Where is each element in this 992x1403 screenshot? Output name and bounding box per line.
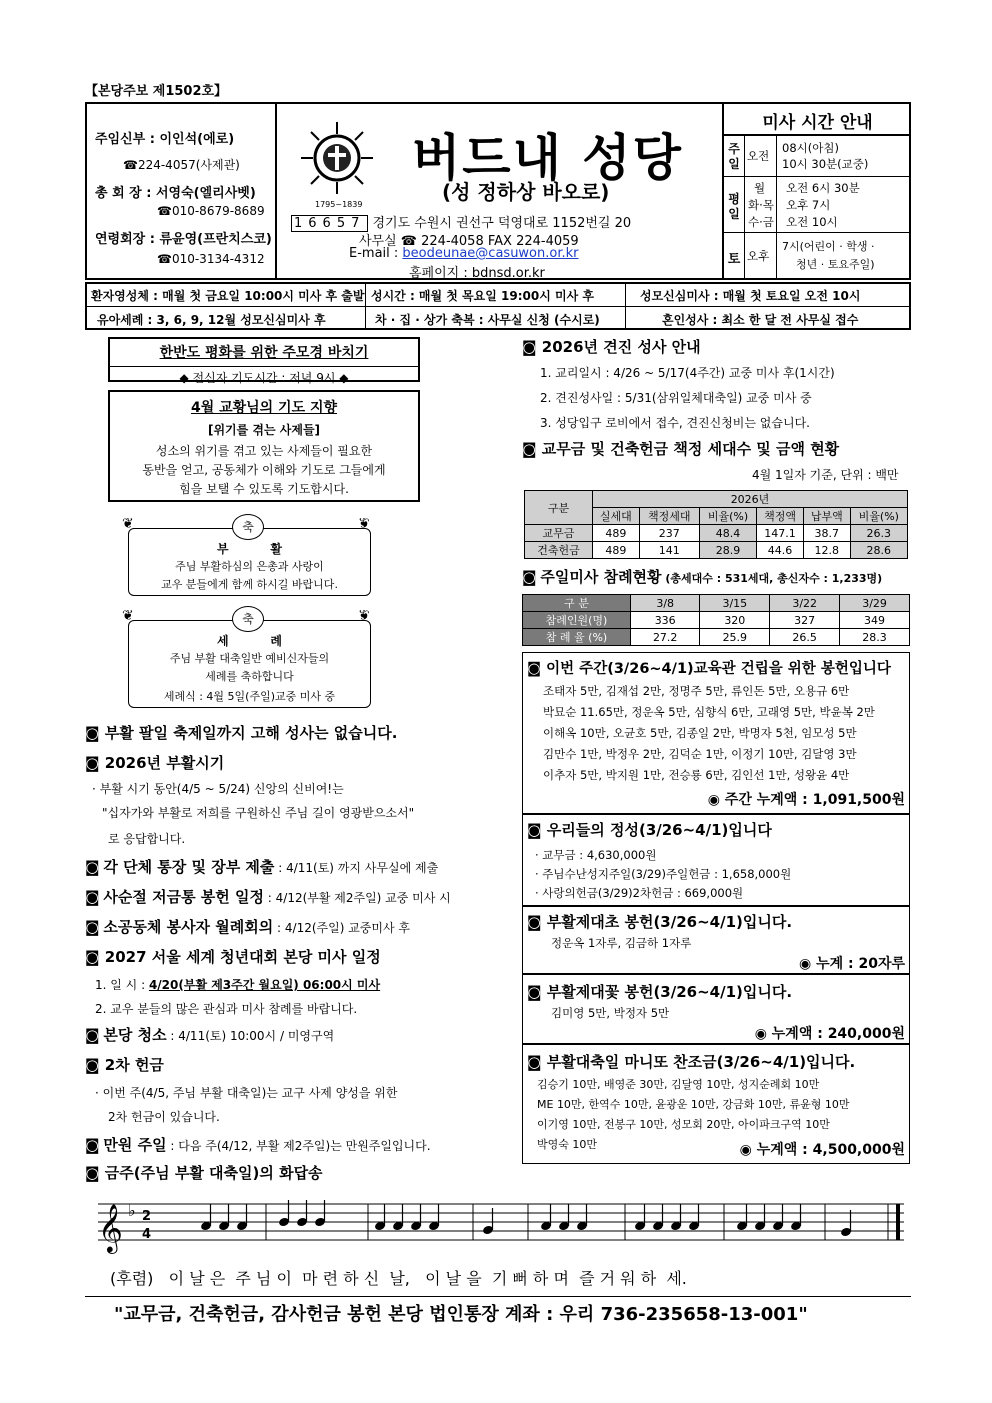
attendance-title: ◙ 주일미사 참례현황 (총세대수 : 531세대, 총신자수 : 1,233명) — [522, 568, 883, 586]
logo — [297, 118, 377, 198]
peace-prayer-box — [108, 337, 420, 385]
info-1-2: 성시간 : 매월 첫 목요일 19:00시 미사 후 — [371, 289, 594, 303]
homepage: 홈페이지 : bdnsd.or.kr — [409, 266, 545, 281]
manito-line: ME 10만, 한역수 10만, 윤광운 10만, 강금화 10만, 류윤형 10만 — [537, 1098, 850, 1111]
manito-box — [522, 1044, 910, 1164]
notice-icon: ◙ — [85, 918, 100, 936]
notice-icon: ◙ — [527, 1053, 542, 1071]
second-collection-line-2: 2차 헌금이 있습니다. — [108, 1110, 220, 1124]
dues-col: 납부액 — [803, 508, 850, 525]
funeral-phone: ☎010-3134-4312 — [157, 252, 265, 266]
confirmation-line-2: 2. 견진성사일 : 5/31(삼위일체대축일) 교중 미사 중 — [540, 391, 812, 405]
manito-line: 이기영 10만, 전봉구 10만, 성모회 20만, 아이파크구역 10만 — [537, 1118, 830, 1131]
pope-title: 4월 교황님의 기도 지향 — [190, 400, 338, 416]
weekday-day-3: 수·금 — [748, 215, 774, 229]
notice-icon: ◙ — [522, 440, 537, 458]
flower-title: ◙ 부활제대꽃 봉헌(3/26~4/1)입니다. — [527, 983, 793, 1001]
peace-title: 한반도 평화를 위한 주모경 바치기 — [159, 345, 369, 361]
staff-list — [87, 104, 277, 278]
dues-title: ◙ 교무금 및 건축헌금 책정 세대수 및 금액 현황 — [522, 440, 840, 458]
notice-icon: ◙ — [522, 568, 537, 586]
time-signature: 4 — [142, 1227, 152, 1242]
info-2-1: 유아세례 : 3, 6, 9, 12월 성모신심미사 후 — [97, 313, 326, 327]
notice-icon: ◙ — [85, 858, 100, 876]
wyd-line-2: 2. 교우 분들의 많은 관심과 미사 참례를 바랍니다. — [95, 1002, 358, 1016]
patron: (성 정하상 바오로) — [442, 180, 610, 204]
notice-icon: ◙ — [85, 754, 100, 772]
notice-icon: ◙ — [527, 821, 542, 839]
sunday-time-1: 08시(아침) — [782, 141, 839, 155]
candle-line: 정운옥 1자루, 김금하 1자루 — [551, 936, 692, 950]
baptism-line-1: 주님 부활 대축일반 예비신자들의 — [169, 652, 330, 665]
peace-sub: ◆ 전신자 기도시간 : 저녁 9시 ◆ — [110, 366, 418, 386]
dues-year: 2026년 — [593, 491, 908, 508]
notice-icon: ◙ — [85, 1056, 100, 1074]
congrats-badge: 축 — [232, 514, 264, 540]
dues-col: 비율(%) — [699, 508, 756, 525]
pope-line-1: 성소의 위기를 겪고 있는 사제들이 필요한 — [155, 444, 373, 458]
easter-line-2: 교우 분들에게 함께 하시길 바랍니다. — [161, 578, 338, 591]
pope-sub: [위기를 겪는 사제들] — [207, 423, 321, 437]
edu-hall-title: ◙ 이번 주간(3/26~4/1)교육관 건립을 위한 봉헌입니다 — [527, 661, 891, 677]
psalm-score — [98, 1192, 910, 1254]
table-row: 교무금 489 237 48.4 147.1 38.7 26.3 — [525, 525, 908, 542]
easter-season-line-2: "십자가와 부활로 저희를 구원하신 주님 길이 영광받으소서" — [102, 806, 415, 820]
notice-icon: ◙ — [527, 661, 542, 677]
time-signature: 2 — [142, 1209, 152, 1224]
offering-line-3: · 사랑의헌금(3/29)2차헌금 : 669,000원 — [535, 886, 744, 900]
attendance-table: 구 분 3/8 3/15 3/22 3/29 참례인원(명) 336 320 327 349 참 례 율 (%) 27.2 25.9 26.5 28.3 — [522, 594, 910, 646]
sat-time-1: 7시(어린이 · 학생 · — [782, 240, 875, 253]
confirmation-line-3: 3. 성당입구 로비에서 접수, 견진신청비는 없습니다. — [540, 416, 810, 430]
baptism-title: 세 례 — [217, 634, 282, 648]
president-phone: ☎010-8679-8689 — [157, 204, 265, 218]
notice-cleaning: ◙ 본당 청소 : 4/11(토) 10:00시 / 미영구역 — [85, 1026, 335, 1044]
email-link[interactable]: beodeunae@casuwon.or.kr — [402, 246, 579, 261]
pastor-phone: ☎224-4057(사제관) — [123, 158, 240, 172]
dues-table — [524, 490, 908, 559]
notice-10k-sunday: ◙ 만원 주일 : 다음 주(4/12, 부활 제2주일)는 만원주일입니다. — [85, 1136, 431, 1154]
easter-season-line-1: · 부활 시기 동안(4/5 ~ 5/24) 신앙의 신비여!는 — [92, 782, 344, 796]
congrats-badge: 축 — [232, 606, 264, 632]
wyd-line-1: 1. 일 시 : 4/20(부활 제3주간 월요일) 06:00시 미사 — [95, 978, 381, 992]
weekday-label: 평일 — [728, 192, 740, 221]
weekday-time-1: 오전 6시 30분 — [786, 181, 860, 195]
dues-note: 4월 1일자 기준, 단위 : 백만 — [752, 468, 899, 482]
notice-psalm: ◙ 금주(주님 부활 대축일)의 화답송 — [85, 1164, 323, 1182]
edu-hall-line: 이해옥 10만, 오균호 5만, 김종일 2만, 박명자 5천, 임모성 5만 — [543, 726, 857, 740]
notice-confession: ◙ 부활 팔일 축제일까지 고해 성사는 없습니다. — [85, 724, 398, 742]
easter-title: 부 활 — [217, 542, 282, 556]
candle-total: ◉ 누계 : 20자루 — [798, 956, 905, 972]
offering-box — [522, 814, 910, 906]
masthead — [85, 102, 911, 280]
notice-icon: ◙ — [85, 1136, 100, 1154]
table-row: 참례인원(명) 336 320 327 349 — [523, 612, 910, 629]
mass-title: 미사 시간 안내 — [762, 113, 873, 133]
flower-line: 김미영 5만, 박정자 5만 — [551, 1006, 670, 1020]
baptism-line-3: 세례식 : 4월 5일(주일)교중 미사 중 — [163, 690, 336, 703]
pastor: 주임신부 : 이인석(에로) — [95, 132, 235, 147]
email-line: E-mail : beodeunae@casuwon.or.kr — [349, 246, 579, 261]
notice-wyd: ◙ 2027 서울 세계 청년대회 본당 미사 일정 — [85, 948, 381, 966]
notice-accounts: ◙ 각 단체 통장 및 장부 제출 : 4/11(토) 까지 사무실에 제출 — [85, 858, 439, 876]
manito-line: 박영숙 10만 — [537, 1138, 597, 1151]
notice-icon: ◙ — [522, 338, 537, 356]
address: 경기도 수원시 권선구 덕영대로 1152번길 20 — [372, 216, 632, 231]
account-footer: "교무금, 건축헌금, 감사헌금 봉헌 본당 법인통장 계좌 : 우리 736-235658-13-001" — [114, 1304, 808, 1325]
psalm-lyrics: (후렴) 이 날 은 주 님 이 마 련 하 신 날, 이 날 을 기 뻐 하 며 즐 거 워 하 세. — [110, 1269, 687, 1288]
edu-hall-line: 이추자 5만, 박지원 1만, 전승룡 6만, 김인선 1만, 성왕윤 4만 — [543, 768, 850, 782]
sunday-time-2: 10시 30분(교중) — [782, 157, 869, 171]
manito-line: 김승기 10만, 배영준 30만, 김달영 10만, 성지순례회 10만 — [537, 1078, 820, 1091]
sat-time-2: 청년 · 토요주일) — [796, 258, 875, 271]
notice-icon: ◙ — [85, 724, 100, 742]
dues-col: 비율(%) — [850, 508, 907, 525]
notice-icon: ◙ — [85, 1164, 100, 1182]
baptism-line-2: 세례를 축하합니다 — [205, 670, 294, 683]
dues-col: 책정세대 — [639, 508, 699, 525]
sat-period: 오후 — [747, 249, 770, 263]
candle-title: ◙ 부활제대초 봉헌(3/26~4/1)입니다. — [527, 913, 793, 931]
sunday-label: 주일 — [728, 142, 740, 171]
manito-title: ◙ 부활대축일 마니또 찬조금(3/26~4/1)입니다. — [527, 1053, 856, 1071]
sat-label: 토 — [727, 252, 741, 267]
president: 총 회 장 : 서영숙(엘리사벳) — [95, 186, 256, 201]
postcode: 16657 — [291, 215, 368, 232]
edu-hall-total: ◉ 주간 누계액 : 1,091,500원 — [707, 792, 905, 808]
flower-box — [522, 974, 910, 1044]
weekday-time-3: 오전 10시 — [786, 215, 838, 229]
candle-box — [522, 906, 910, 974]
weekday-day-2: 화·목 — [748, 198, 774, 212]
edu-hall-line: 조태자 5만, 김재섭 2만, 정명주 5만, 류인돈 5만, 오용규 6만 — [543, 684, 850, 698]
office-phone: 사무실 ☎ 224-4058 FAX 224-4059 — [359, 234, 579, 249]
dues-col0: 구분 — [525, 491, 593, 525]
dues-col: 책정액 — [757, 508, 804, 525]
manito-total: ◉ 누계액 : 4,500,000원 — [739, 1142, 905, 1158]
treble-clef-icon: 𝄞 — [98, 1203, 123, 1252]
easter-greeting — [122, 514, 377, 598]
info-table — [85, 282, 911, 330]
sunday-period: 오전 — [747, 149, 770, 163]
logo-years: 1795~1839 — [315, 200, 363, 209]
second-collection-line-1: · 이번 주(4/5, 주님 부활 대축일)는 교구 사제 양성을 위한 — [95, 1086, 398, 1100]
edu-hall-box — [522, 652, 910, 814]
dues-col: 실세대 — [593, 508, 640, 525]
notice-icon: ◙ — [85, 1026, 100, 1044]
easter-season-line-3: 로 응답합니다. — [108, 832, 186, 846]
pope-intention-box — [108, 390, 420, 502]
info-2-2: 차 · 집 · 상가 축복 : 사무실 신청 (수시로) — [375, 313, 600, 327]
mass-schedule — [722, 104, 909, 278]
leaf-left-icon: ❦ — [122, 516, 134, 532]
weekday-day-1: 월 — [754, 181, 766, 195]
offering-line-2: · 주님수난성지주일(3/29)주일헌금 : 1,658,000원 — [535, 867, 792, 881]
leaf-right-icon: ❦ — [358, 516, 370, 532]
address-line — [291, 212, 631, 231]
issue-number: 【본당주보 제1502호】 — [85, 84, 228, 99]
flower-total: ◉ 누계액 : 240,000원 — [754, 1026, 905, 1042]
table-row: 건축헌금 489 141 28.9 44.6 12.8 28.6 — [525, 542, 908, 559]
edu-hall-line: 김만수 1만, 박정우 2만, 김덕순 1만, 이정기 10만, 김달영 3만 — [543, 747, 857, 761]
notice-lent-bank: ◙ 사순절 저금통 봉헌 일정 : 4/12(부활 제2주일) 교중 미사 시 — [85, 888, 451, 906]
leaf-left-icon: ❦ — [122, 608, 134, 624]
table-row: 참 례 율 (%) 27.2 25.9 26.5 28.3 — [523, 629, 910, 646]
pope-line-2: 동반을 얻고, 공동체가 이해와 기도로 그들에게 — [142, 463, 386, 477]
leaf-right-icon: ❦ — [358, 608, 370, 624]
notice-icon: ◙ — [527, 983, 542, 1001]
notice-icon: ◙ — [85, 948, 100, 966]
funeral-head: 연령회장 : 류윤영(프란치스코) — [95, 232, 272, 247]
info-1-3: 성모신심미사 : 매월 첫 토요일 오전 10시 — [640, 289, 861, 303]
notice-easter-season: ◙ 2026년 부활시기 — [85, 754, 225, 772]
notice-community: ◙ 소공동체 봉사자 월례회의 : 4/12(주일) 교중미사 후 — [85, 918, 410, 936]
flat-icon: ♭ — [128, 1201, 136, 1220]
weekday-time-2: 오후 7시 — [786, 198, 831, 212]
confirmation-line-1: 1. 교리일시 : 4/26 ~ 5/17(4주간) 교중 미사 후(1시간) — [540, 366, 835, 380]
notice-icon: ◙ — [527, 913, 542, 931]
notice-icon: ◙ — [85, 888, 100, 906]
confirmation-title: ◙ 2026년 견진 성사 안내 — [522, 338, 701, 356]
offering-title: ◙ 우리들의 정성(3/26~4/1)입니다 — [527, 821, 772, 839]
info-2-3: 혼인성사 : 최소 한 달 전 사무실 접수 — [662, 313, 859, 327]
baptism-greeting — [122, 606, 377, 710]
info-1-1: 환자영성체 : 매월 첫 금요일 10:00시 미사 후 출발 — [91, 289, 365, 303]
church-name: 버드내 성당 — [412, 129, 683, 187]
edu-hall-line: 박묘순 11.65만, 정운옥 5만, 심향식 6만, 고래영 5만, 박윤복 2만 — [543, 705, 875, 719]
easter-line-1: 주님 부활하심의 은총과 사랑이 — [175, 560, 324, 573]
pope-line-3: 힘을 보탤 수 있도록 기도합시다. — [179, 482, 349, 496]
notice-second-collection: ◙ 2차 헌금 — [85, 1056, 164, 1074]
offering-line-1: · 교무금 : 4,630,000원 — [535, 848, 657, 862]
